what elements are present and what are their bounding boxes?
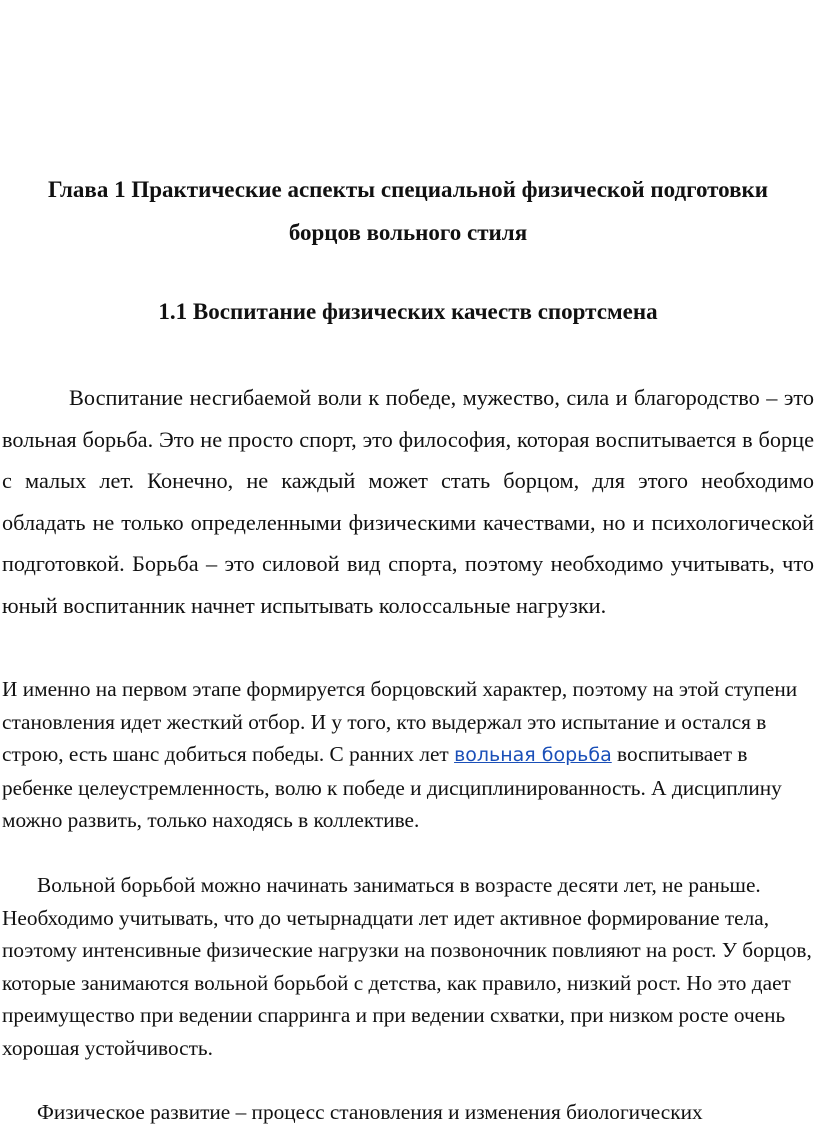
paragraph-intro: Воспитание несгибаемой воли к победе, мужество, сила и благородство – это вольная борьба. Это не просто спорт, это философия, которая воспитывается в борце с малых лет. Конечно, не каждый может стать борцом, для этого необходимо обладать не только определенными физическими качествами, но и психологической подготовкой. Борьба – это силовой вид спорта, поэтому необходимо учитывать, что юный воспитанник начнет испытывать колоссальные нагрузки.	[2, 385, 814, 618]
paragraph-character-text-start: И именно на первом этапе формируется борцовский характер, поэтому на этой ступени становления идет жесткий отбор. И у того, кто выдержал это испытание и остался в строю, есть шанс добиться победы. С ранних лет	[2, 677, 798, 767]
section-title: 1.1 Воспитание физических качеств спортсмена	[158, 299, 658, 324]
paragraph-age: Вольной борьбой можно начинать заниматься в возрасте десяти лет, не раньше. Необходимо учитывать, что до четырнадцати лет идет активное формирование тела, поэтому интенсивные физические нагрузки на позвоночник повлияют на рост. У борцов, которые занимаются вольной борьбой с детства, как правило, низкий рост. Но это дает преимущество при ведении спарринга и при ведении схватки, при низком росте очень хорошая устойчивость.	[2, 873, 812, 1060]
chapter-title-line1: Глава 1 Практические аспекты специальной физической подготовки	[47, 177, 769, 202]
chapter-title	[0, 168, 816, 254]
chapter-title-line2: борцов вольного стиля	[288, 220, 528, 245]
freestyle-wrestling-link[interactable]: вольная борьба	[454, 744, 612, 767]
paragraph-character	[2, 673, 812, 837]
paragraph-physical-development: Физическое развитие – процесс становления и изменения биологических	[37, 1100, 703, 1124]
paragraph-character-text-end: воспитывает в ребенке целеустремленность, волю к победе и дисциплинированность. А дисциплину можно развить, только находясь в коллективе.	[2, 742, 782, 833]
